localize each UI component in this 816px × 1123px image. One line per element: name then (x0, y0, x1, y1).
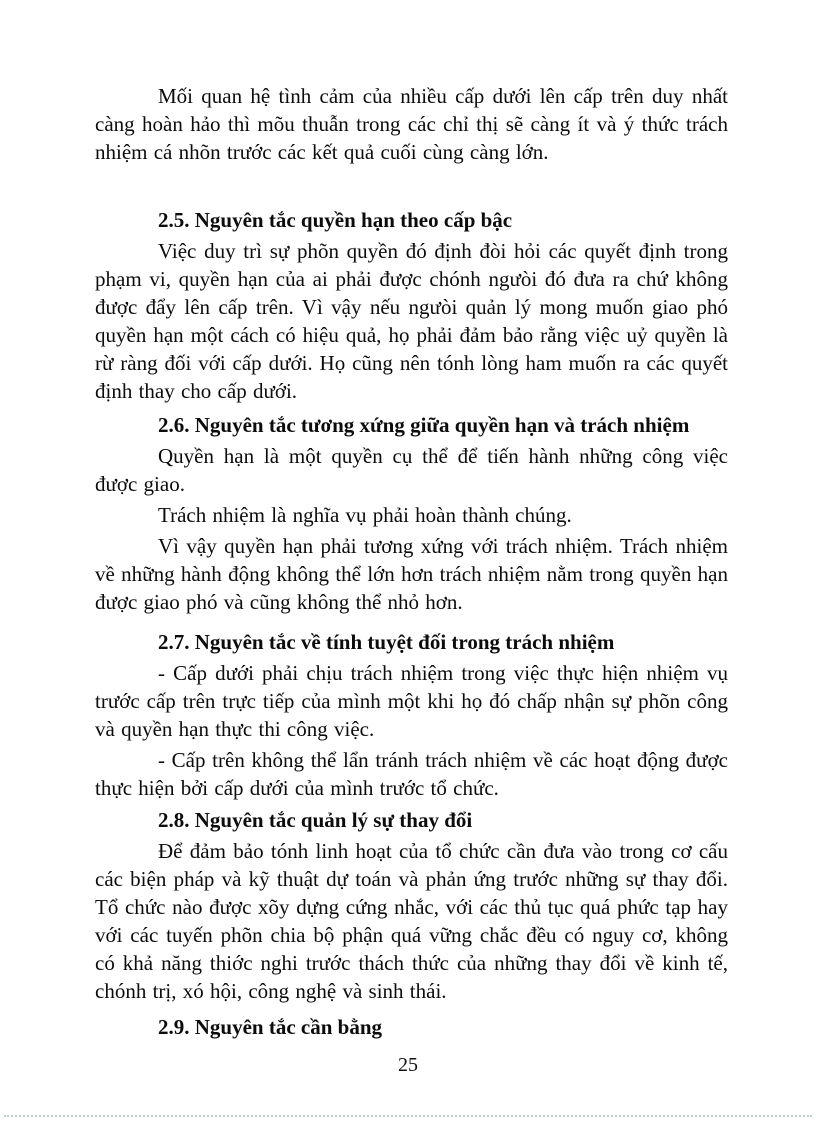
paragraph: Vì vậy quyền hạn phải tương xứng với trách nhiệm. Trách nhiệm về những hành động không thể lớn hơn trách nhiệm nằm trong quyền hạn được giao phó và cũng không thể nhỏ hơn. (95, 534, 728, 614)
paragraph: Việc duy trì sự phõn quyền đó định đòi hỏi các quyết định trong phạm vi, quyền hạn của ai phải được chónh ngưòi đó đưa ra chứ không được đẩy lên cấp trên. Vì vậy nếu ngưòi quản lý mong muốn giao phó quyền hạn một cách có hiệu quả, họ phải đảm bảo rằng việc uỷ quyền là rừ ràng đối với cấp dưới. Họ cũng nên tónh lòng ham muốn ra các quyết định thay cho cấp dưới. (95, 239, 728, 403)
paragraph: Để đảm bảo tónh linh hoạt của tổ chức cần đưa vào trong cơ cấu các biện pháp và kỹ thuật dự toán và phản ứng trước những sự thay đổi. Tổ chức nào được xõy dựng cứng nhắc, với các thủ tục quá phức tạp hay với các tuyến phõn chia bộ phận quá vững chắc đều có nguy cơ, không có khả năng thiớc nghi trước thách thức của những thay đổi về kinh tế, chónh trị, xó hội, công nghệ và sinh thái. (95, 839, 728, 1003)
section-heading-2-5: 2.5. Nguyên tắc quyền hạn theo cấp bậc (158, 208, 513, 232)
section-heading-2-7: 2.7. Nguyên tắc về tính tuyệt đối trong trách nhiệm (158, 630, 615, 654)
page-break-dotted-line (4, 1115, 812, 1117)
paragraph: - Cấp dưới phải chịu trách nhiệm trong việc thực hiện nhiệm vụ trước cấp trên trực tiếp của mình một khi họ đó chấp nhận sự phõn công và quyền hạn thực thi công việc. (95, 661, 728, 741)
page-number: 25 (398, 1054, 418, 1076)
paragraph: Trách nhiệm là nghĩa vụ phải hoàn thành chúng. (158, 503, 572, 527)
section-heading-2-8: 2.8. Nguyên tắc quản lý sự thay đổi (158, 808, 473, 832)
paragraph: Quyền hạn là một quyền cụ thể để tiến hành những công việc được giao. (95, 444, 728, 496)
paragraph: Mối quan hệ tình cảm của nhiều cấp dưới lên cấp trên duy nhất càng hoàn hảo thì mõu thuẫn trong các chỉ thị sẽ càng ít và ý thức trách nhiệm cá nhõn trước các kết quả cuối cùng càng lớn. (95, 84, 728, 164)
section-heading-2-9: 2.9. Nguyên tắc cần bằng (158, 1015, 383, 1039)
paragraph: - Cấp trên không thể lẩn tránh trách nhiệm về các hoạt động được thực hiện bởi cấp dưới của mình trước tổ chức. (95, 748, 728, 800)
section-heading-2-6: 2.6. Nguyên tắc tương xứng giữa quyền hạn và trách nhiệm (158, 413, 690, 437)
page-content (95, 82, 728, 1044)
